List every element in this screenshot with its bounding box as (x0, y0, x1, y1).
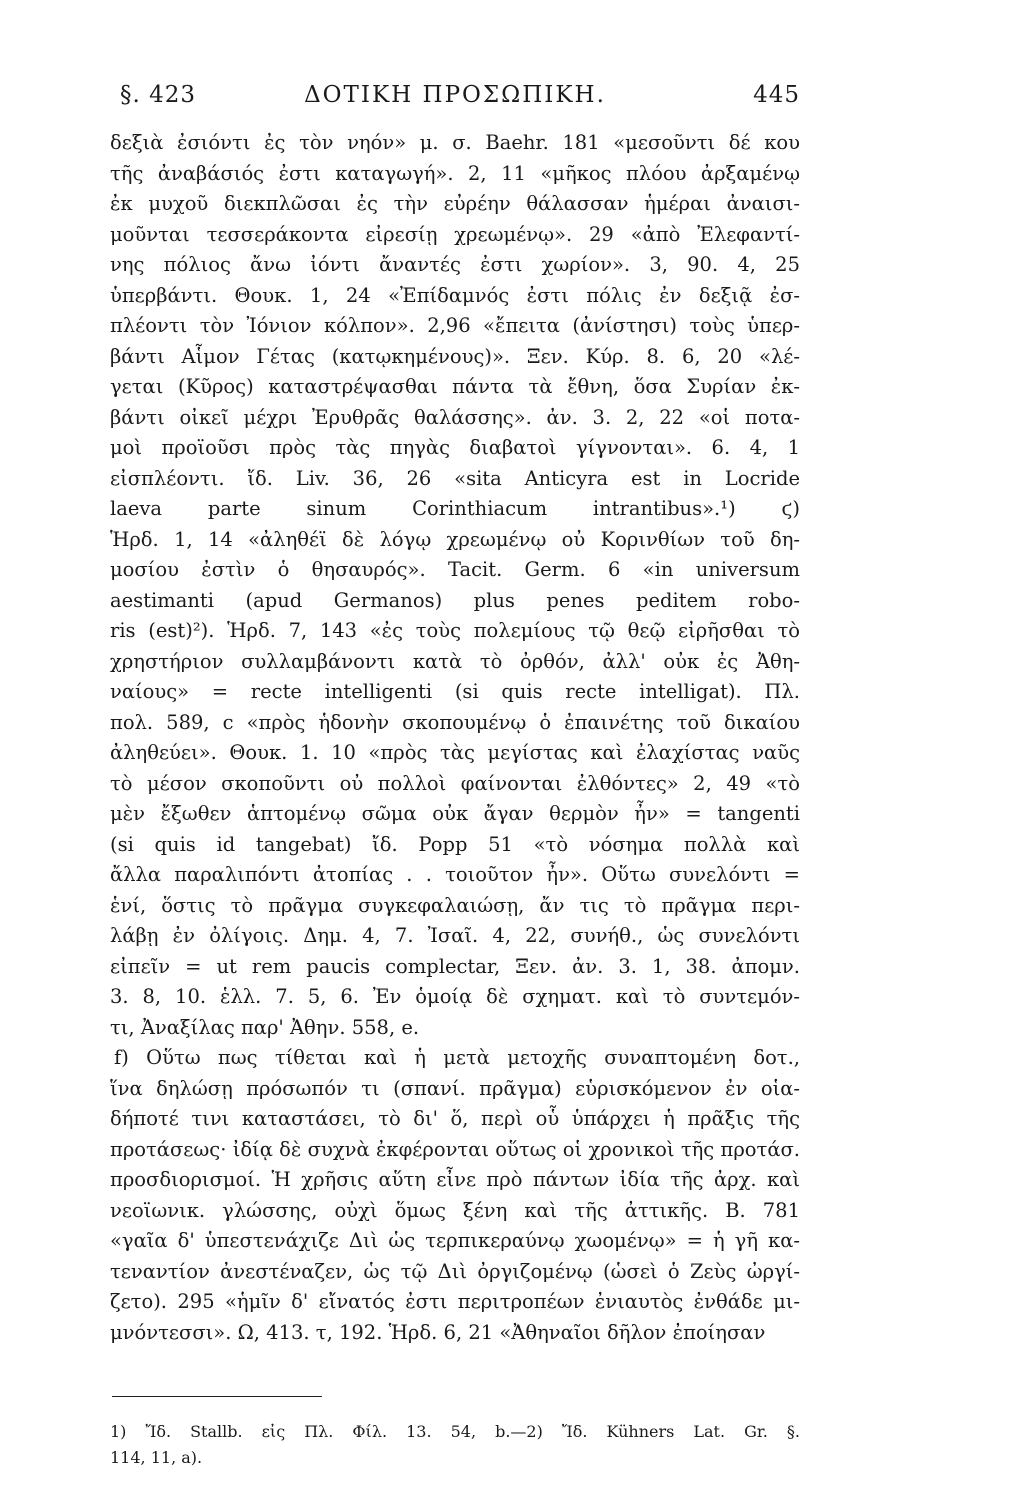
footnote-divider (112, 1396, 322, 1397)
text-line: προτάσεως· ἰδίᾳ δὲ συχνὰ ἐκφέρονται οὕτως οἱ χρονικοὶ τῆς προτάσ. (110, 1137, 800, 1161)
text-line: δήποτέ τινι καταστάσει, τὸ δι' ὅ, περὶ οὗ ὑπάρχει ἡ πρᾶξις τῆς (110, 1107, 800, 1130)
text-line: πολ. 589, c «πρὸς ἡδονὴν σκοπουμένῳ ὁ ἐπαινέτης τοῦ δικαίου (110, 710, 800, 734)
text-line: f) Οὕτω πως τίθεται καὶ ἡ μετὰ μετοχῆς συναπτομένη δοτ., (114, 1046, 800, 1069)
text-line: ναίους» = recte intelligenti (si quis recte intelligat). Πλ. (110, 680, 800, 703)
text-line: μνόντεσσι». Ω, 413. τ, 192. Ἡρδ. 6, 21 «Ἀθηναῖοι δῆλον ἐποίησαν (110, 1320, 766, 1344)
text-line: χρηστήριον συλλαμβάνοντι κατὰ τὸ ὀρθόν, ἀλλ' οὐκ ἐς Ἀθη- (110, 649, 800, 673)
text-line: μοὶ προϊοῦσι πρὸς τὰς πηγὰς διαβατοὶ γίγνονται». 6. 4, 1 (110, 436, 800, 459)
text-line: νης πόλιος ἄνω ἰόντι ἄναντές ἐστι χωρίον». 3, 90. 4, 25 (110, 253, 800, 276)
text-line: ris (est)²). Ἡρδ. 7, 143 «ἐς τοὺς πολεμίους τῷ θεῷ εἰρῆσθαι τὸ (110, 619, 800, 642)
text-line: λάβῃ ἐν ὀλίγοις. Δημ. 4, 7. Ἰσαῖ. 4, 22, συνήθ., ὡς συνελόντι (110, 924, 800, 947)
text-line: πλέοντι τὸν Ἰόνιον κόλπον». 2,96 «ἔπειτα (ἀνίστησι) τοὺς ὑπερ- (110, 314, 800, 337)
footnote-line: 114, 11, a). (110, 1448, 203, 1467)
text-line: ἀληθεύει». Θουκ. 1. 10 «πρὸς τὰς μεγίστας καὶ ἐλαχίστας ναῦς (110, 741, 800, 764)
section-number: §. 423 (120, 82, 197, 108)
text-line: βάντι Αἷμον Γέτας (κατῳκημένους)». Ξεν. Κύρ. 8. 6, 20 «λέ- (110, 344, 800, 368)
text-line: μὲν ἔξωθεν ἁπτομένῳ σῶμα οὐκ ἄγαν θερμὸν ἦν» = tangenti (110, 802, 800, 825)
text-line: προσδιορισμοί. Ἡ χρῆσις αὕτη εἶνε πρὸ πάντων ἰδία τῆς ἀρχ. καὶ (110, 1168, 800, 1191)
text-line: ὑπερβάντι. Θουκ. 1, 24 «Ἐπίδαμνός ἐστι πόλις ἐν δεξιᾷ ἐσ- (110, 283, 800, 307)
page-number: 445 (753, 82, 800, 108)
text-line: τὸ μέσον σκοποῦντι οὐ πολλοὶ φαίνονται ἐλθόντες» 2, 49 «τὸ (110, 771, 800, 795)
text-line: «γαῖα δ' ὑπεστενάχιζε Διὶ ὡς τερπικεραύνῳ χωομένῳ» = ἡ γῆ κα- (110, 1229, 800, 1252)
text-line: τι, Ἀναξίλας παρ' Ἀθην. 558, e. (110, 1015, 420, 1039)
text-line: (si quis id tangebat) ἴδ. Popp 51 «τὸ νόσημα πολλὰ καὶ (110, 832, 800, 856)
text-line: ἵνα δηλώσῃ πρόσωπόν τι (σπανί. πρᾶγμα) εὑρισκόμενον ἐν οἱα- (110, 1076, 800, 1100)
text-line: aestimanti (apud Germanos) plus penes peditem robo- (110, 588, 800, 612)
running-title: ΔΟΤΙΚΗ ΠΡΟΣΩΠΙΚΗ. (304, 82, 606, 108)
text-line: μοῦνται τεσσεράκοντα εἰρεσίῃ χρεωμένῳ». 29 «ἀπὸ Ἐλεφαντί- (110, 222, 800, 246)
book-page (110, 82, 800, 1471)
text-line: μοσίου ἐστὶν ὁ θησαυρός». Tacit. Germ. 6 «in universum (110, 558, 800, 581)
text-line: νεοϊωνικ. γλώσσης, οὐχὶ ὅμως ξένη καὶ τῆς ἀττικῆς. Β. 781 (110, 1198, 800, 1222)
text-line: 3. 8, 10. ἑλλ. 7. 5, 6. Ἐν ὁμοίᾳ δὲ σχηματ. καὶ τὸ συντεμόν- (110, 985, 800, 1008)
text-line: laeva parte sinum Corinthiacum intrantibus».¹) ϛ) (110, 497, 800, 520)
body-text (110, 128, 800, 1348)
running-header (110, 82, 800, 122)
text-line: γεται (Κῦρος) καταστρέψασθαι πάντα τὰ ἔθνη, ὅσα Συρίαν ἐκ- (110, 375, 800, 398)
text-line: εἰπεῖν = ut rem paucis complectar, Ξεν. ἀν. 3. 1, 38. ἀπομν. (110, 954, 800, 978)
text-line: τεναντίον ἀνεστέναζεν, ὡς τῷ Διὶ ὀργιζομένῳ (ὡσεὶ ὁ Ζεὺς ὠργί- (110, 1259, 800, 1283)
text-line: ἄλλα παραλιπόντι ἀτοπίας . . τοιοῦτον ἦν». Οὕτω συνελόντι = (110, 863, 800, 886)
footnote-line: 1) Ἴδ. Stallb. εἰς Πλ. Φίλ. 13. 54, b.—2) Ἴδ. Kühners Lat. Gr. §. (110, 1422, 800, 1441)
text-line: δεξιὰ ἐσιόντι ἐς τὸν νηόν» μ. σ. Baehr. 181 «μεσοῦντι δέ κου (110, 131, 800, 154)
text-line: ζετο). 295 «ἡμῖν δ' εἴνατός ἐστι περιτροπέων ἐνιαυτὸς ἐνθάδε μι- (110, 1290, 800, 1313)
footnotes (110, 1419, 800, 1471)
text-line: τῆς ἀναβάσιός ἐστι καταγωγή». 2, 11 «μῆκος πλόου ἀρξαμένῳ (110, 161, 800, 185)
text-line: βάντι οἰκεῖ μέχρι Ἐρυθρᾶς θαλάσσης». ἀν. 3. 2, 22 «οἱ ποτα- (110, 405, 800, 429)
text-line: Ἡρδ. 1, 14 «ἀληθέϊ δὲ λόγῳ χρεωμένῳ οὐ Κορινθίων τοῦ δη- (110, 527, 800, 551)
text-line: ἑνί, ὅστις τὸ πρᾶγμα συγκεφαλαιώσῃ, ἄν τις τὸ πρᾶγμα περι- (110, 893, 800, 917)
text-line: ἐκ μυχοῦ διεκπλῶσαι ἐς τὴν εὐρέην θάλασσαν ἡμέραι ἀναισι- (110, 192, 800, 215)
text-line: εἰσπλέοντι. ἴδ. Liv. 36, 26 «sita Anticyra est in Locride (110, 466, 800, 490)
